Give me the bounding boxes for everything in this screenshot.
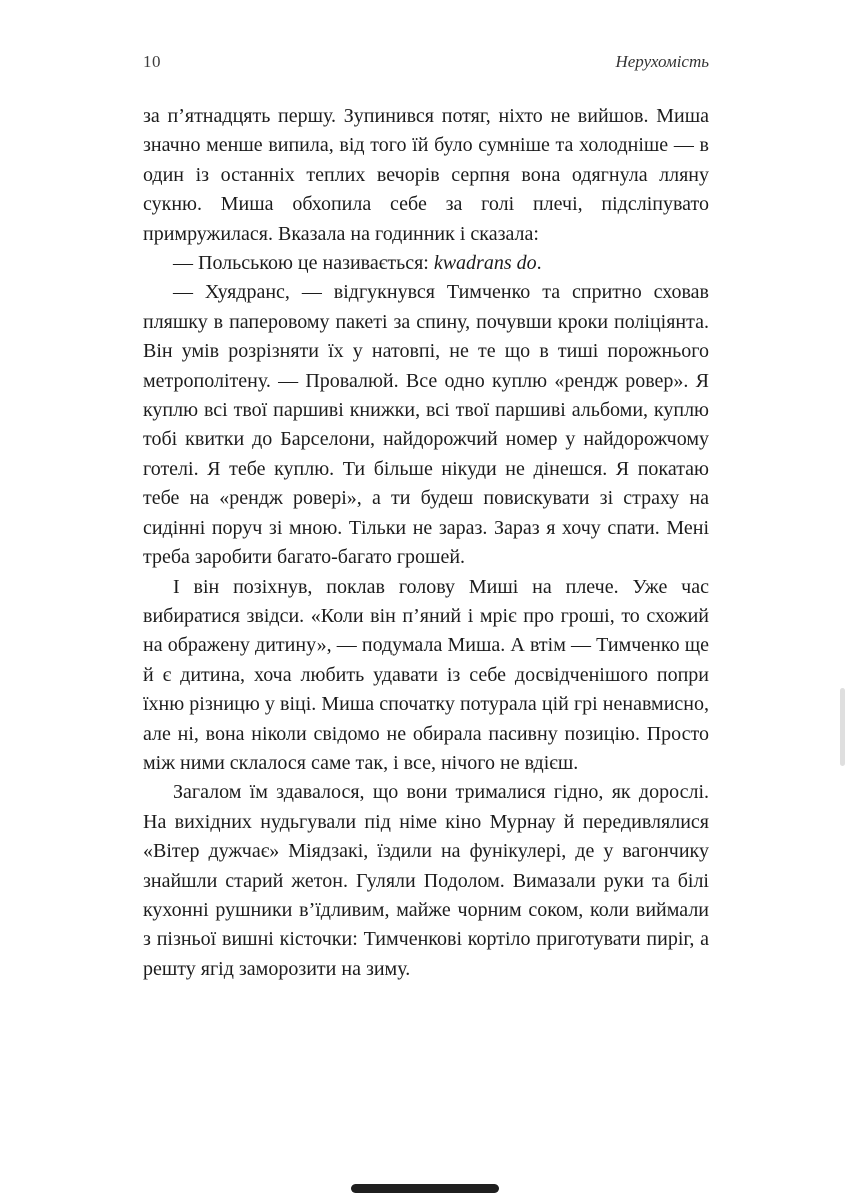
text-segment: за п’ятнадцять першу. Зупинився потяг, ніхто не вийшов. Миша значно менше випила, від того їй було сумніше та холодніше — в один із останніх теплих вечорів серпня вона одягнула лляну сукню. Миша обхопила себе за голі плечі, підсліпувато примружилася. Вказала на годинник і сказала: [143,105,709,245]
text-segment: . [536,252,542,275]
home-indicator-bar [351,1184,499,1193]
paragraph [143,573,709,779]
text-segment: І він позіхнув, поклав голову Миші на плече. Уже час вибиратися звідси. «Коли він п’яний і мріє про гроші, то схожий на ображену дитину», — подумала Миша. А втім — Тимченко ще й є дитина, хоча любить удавати із себе досвідченішого попри їхню різницю у віці. Миша спочатку потурала цій грі ненавмисно, але ні, вона ніколи свідомо не обирала пасивну позицію. Просто між ними склалося саме так, і все, нічого не вдієш. [143,575,709,774]
paragraph [143,278,709,572]
text-segment: — Польською це називається: [173,252,434,275]
italic-text-segment: kwadrans do [433,252,537,275]
text-segment: — Хуядранс, — відгукнувся Тимченко та спритно сховав пляшку в паперовому пакеті за спину, почувши кроки поліціянта. Він умів розрізняти їх у натовпі, не те що в тиші порожнього метрополітену. — Провалюй. Все одно куплю «рендж ровер». Я куплю всі твої паршиві книжки, всі твої паршиві альбоми, куплю тобі квитки до Барселони, найдорожчий номер у найдорожчому готелі. Я тебе куплю. Ти більше нікуди не дінешся. Я покатаю тебе на «рендж ровері», а ти будеш повискувати зі страху на сидінні поруч зі мною. Тільки не зараз. Зараз я хочу спати. Мені треба заробити багато-багато грошей. [143,281,709,569]
running-head [143,52,709,72]
scrollbar-thumb[interactable] [840,688,845,766]
paragraph [143,778,709,984]
text-segment: Загалом їм здавалося, що вони трималися гідно, як дорослі. На вихідних нудьгували під німе кіно Мурнау й передивлялися «Вітер дужчає» Міядзакі, їздили на фунікулері, де у вагончику знайшли старий жетон. Гуляли Подолом. Вимазали руки та білі кухонні рушники в’їдливим, майже чорним соком, коли виймали з пізньої вишні кісточки: Тимченкові кортіло приготувати пиріг, а решту ягід заморозити на зиму. [143,781,709,980]
page-number: 10 [143,52,161,71]
running-title: Нерухомість [615,52,709,71]
paragraph [143,249,709,278]
paragraph [143,102,709,249]
page-content [143,52,709,984]
body-text [143,102,709,984]
